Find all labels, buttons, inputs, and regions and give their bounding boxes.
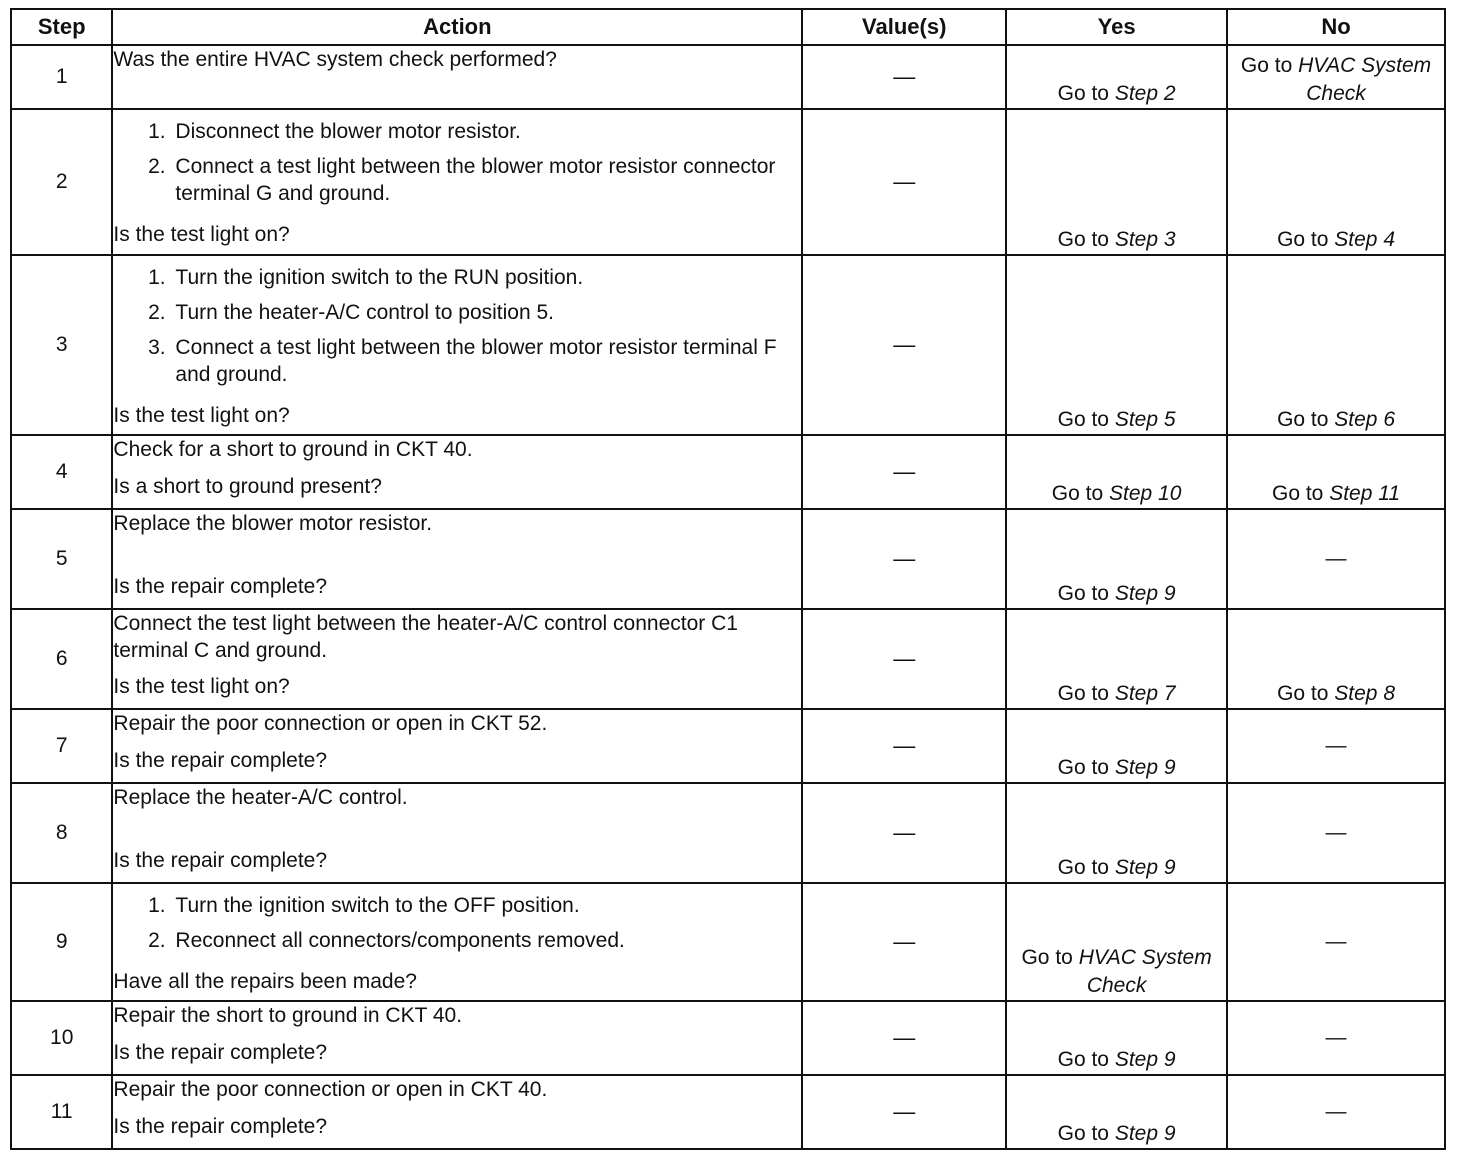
action-question: Is the repair complete? (113, 575, 328, 598)
action-step-item: 1. Turn the ignition switch to the OFF position. (171, 892, 801, 919)
no-goto-label: Go to (1272, 482, 1324, 505)
header-step: Step (11, 9, 112, 45)
action-question: Is a short to ground present? (113, 475, 382, 498)
yes-goto-ref: HVAC System Check (1078, 946, 1212, 997)
action-steps-list (113, 264, 801, 396)
action-text: Repair the short to ground in CKT 40. (113, 1004, 463, 1027)
diagnostic-table (10, 8, 1446, 1150)
yes-cell (1006, 255, 1227, 435)
action-cell (112, 1075, 802, 1149)
action-cell (112, 709, 802, 783)
table-row (11, 709, 1445, 783)
yes-goto-label: Go to (1021, 946, 1073, 969)
step-number: 10 (11, 1001, 112, 1075)
no-cell: — (1227, 709, 1445, 783)
yes-goto-ref: Step 9 (1114, 1122, 1176, 1145)
action-question: Have all the repairs been made? (113, 970, 417, 993)
action-text: Replace the blower motor resistor. (113, 512, 433, 535)
action-text: Connect the test light between the heater-A/C control connector C1 terminal C and ground. (113, 612, 738, 662)
step-number: 5 (11, 509, 112, 609)
action-cell (112, 255, 802, 435)
yes-goto-ref: Step 7 (1114, 682, 1176, 705)
step-number: 9 (11, 883, 112, 1001)
step-number: 11 (11, 1075, 112, 1149)
action-steps-list (113, 118, 801, 215)
action-cell (112, 45, 802, 109)
no-cell: — (1227, 1001, 1445, 1075)
value-cell: — (802, 1001, 1006, 1075)
no-goto-label: Go to (1240, 54, 1293, 77)
no-goto-ref: Step 8 (1334, 682, 1395, 705)
action-question: Is the repair complete? (113, 1041, 328, 1064)
no-goto-label: Go to (1277, 408, 1329, 431)
yes-cell (1006, 45, 1227, 109)
no-cell (1227, 255, 1445, 435)
no-goto-label: Go to (1277, 682, 1329, 705)
no-cell (1227, 435, 1445, 509)
no-goto-ref: Step 6 (1334, 408, 1395, 431)
header-action: Action (112, 9, 802, 45)
step-number: 6 (11, 609, 112, 709)
table-row (11, 45, 1445, 109)
table-row (11, 509, 1445, 609)
action-question: Is the repair complete? (113, 849, 328, 872)
value-cell: — (802, 783, 1006, 883)
table-row (11, 435, 1445, 509)
header-row (11, 9, 1445, 45)
value-cell: — (802, 45, 1006, 109)
yes-goto-label: Go to (1057, 682, 1109, 705)
action-question: Is the test light on? (113, 675, 290, 698)
yes-cell (1006, 1001, 1227, 1075)
yes-goto-label: Go to (1057, 856, 1109, 879)
yes-goto-ref: Step 10 (1109, 482, 1182, 505)
table-row (11, 609, 1445, 709)
table-row (11, 1001, 1445, 1075)
action-cell (112, 883, 802, 1001)
action-text: Replace the heater-A/C control. (113, 786, 408, 809)
table-body (11, 45, 1445, 1149)
yes-cell (1006, 509, 1227, 609)
action-cell (112, 609, 802, 709)
value-cell: — (802, 109, 1006, 255)
value-cell: — (802, 509, 1006, 609)
action-text: Repair the poor connection or open in CKT 52. (113, 712, 548, 735)
no-goto-ref: Step 11 (1329, 482, 1401, 505)
yes-cell (1006, 709, 1227, 783)
no-cell (1227, 45, 1445, 109)
table-row (11, 255, 1445, 435)
yes-cell (1006, 883, 1227, 1001)
value-cell: — (802, 609, 1006, 709)
action-steps-list (113, 892, 801, 962)
action-text: Was the entire HVAC system check performed? (113, 48, 557, 71)
yes-goto-ref: Step 2 (1114, 82, 1176, 105)
yes-goto-label: Go to (1057, 82, 1109, 105)
yes-cell (1006, 609, 1227, 709)
yes-goto-label: Go to (1057, 582, 1109, 605)
step-number: 3 (11, 255, 112, 435)
action-question: Is the test light on? (113, 404, 290, 427)
action-question: Is the repair complete? (113, 1115, 328, 1138)
step-number: 8 (11, 783, 112, 883)
value-cell: — (802, 883, 1006, 1001)
no-cell: — (1227, 509, 1445, 609)
value-cell: — (802, 255, 1006, 435)
action-cell (112, 509, 802, 609)
action-question: Is the test light on? (113, 223, 290, 246)
no-cell: — (1227, 783, 1445, 883)
action-cell (112, 1001, 802, 1075)
step-number: 4 (11, 435, 112, 509)
no-cell: — (1227, 883, 1445, 1001)
yes-goto-label: Go to (1057, 1048, 1109, 1071)
action-step-item: 2. Reconnect all connectors/components removed. (171, 927, 801, 954)
yes-goto-ref: Step 9 (1114, 1048, 1176, 1071)
value-cell: — (802, 435, 1006, 509)
yes-goto-ref: Step 9 (1114, 582, 1176, 605)
yes-goto-ref: Step 9 (1114, 756, 1176, 779)
no-goto-label: Go to (1277, 228, 1329, 251)
step-number: 1 (11, 45, 112, 109)
yes-goto-label: Go to (1057, 408, 1109, 431)
yes-goto-label: Go to (1057, 228, 1109, 251)
yes-cell (1006, 435, 1227, 509)
action-cell (112, 435, 802, 509)
yes-goto-label: Go to (1057, 756, 1109, 779)
no-cell (1227, 609, 1445, 709)
action-question: Is the repair complete? (113, 749, 328, 772)
action-step-item: 1. Disconnect the blower motor resistor. (171, 118, 801, 145)
header-values: Value(s) (802, 9, 1006, 45)
yes-goto-ref: Step 9 (1114, 856, 1176, 879)
table-row (11, 883, 1445, 1001)
action-cell (112, 109, 802, 255)
table-row (11, 1075, 1445, 1149)
yes-cell (1006, 109, 1227, 255)
action-step-item: 2. Connect a test light between the blower motor resistor connector terminal G and ground. (171, 153, 801, 207)
no-goto-ref: HVAC System Check (1298, 54, 1432, 105)
value-cell: — (802, 1075, 1006, 1149)
yes-cell (1006, 783, 1227, 883)
no-goto-ref: Step 4 (1334, 228, 1395, 251)
step-number: 2 (11, 109, 112, 255)
action-text: Repair the poor connection or open in CKT 40. (113, 1078, 548, 1101)
action-step-item: 1. Turn the ignition switch to the RUN position. (171, 264, 801, 291)
header-no: No (1227, 9, 1445, 45)
no-cell (1227, 109, 1445, 255)
yes-cell (1006, 1075, 1227, 1149)
no-cell: — (1227, 1075, 1445, 1149)
action-text: Check for a short to ground in CKT 40. (113, 438, 473, 461)
yes-goto-label: Go to (1051, 482, 1104, 505)
table-row (11, 783, 1445, 883)
table-row (11, 109, 1445, 255)
action-cell (112, 783, 802, 883)
yes-goto-ref: Step 3 (1114, 228, 1176, 251)
action-step-item: 2. Turn the heater-A/C control to position 5. (171, 299, 801, 326)
step-number: 7 (11, 709, 112, 783)
value-cell: — (802, 709, 1006, 783)
yes-goto-label: Go to (1057, 1122, 1109, 1145)
action-step-item: 3. Connect a test light between the blower motor resistor terminal F and ground. (171, 334, 801, 388)
header-yes: Yes (1006, 9, 1227, 45)
yes-goto-ref: Step 5 (1114, 408, 1176, 431)
